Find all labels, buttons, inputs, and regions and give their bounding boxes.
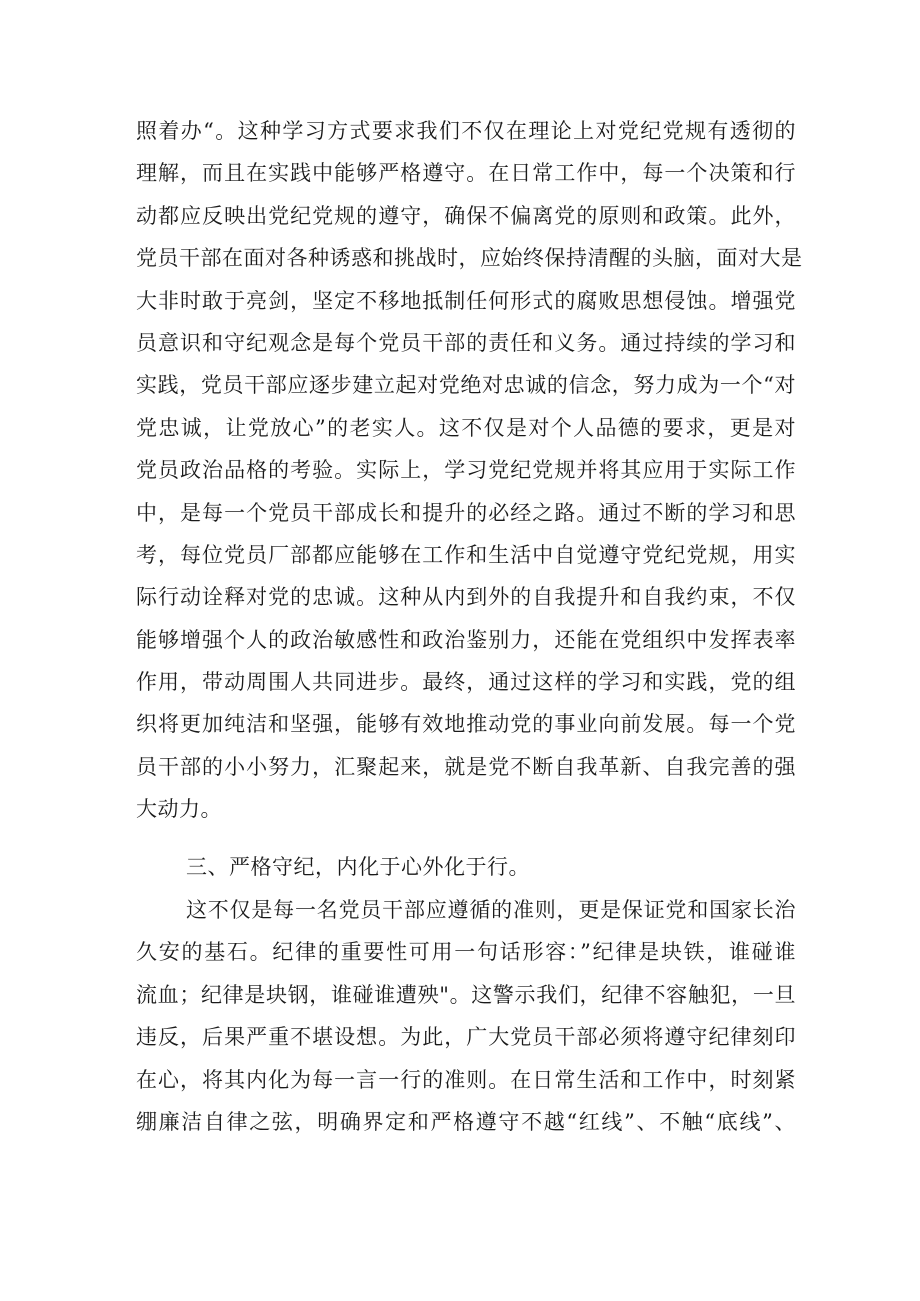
text-line: 大非时敢于亮剑，坚定不移地抵制任何形式的腐败思想侵蚀。增强党 bbox=[136, 288, 796, 313]
text-line: 织将更加纯洁和坚强，能够有效地推动党的事业向前发展。每一个党 bbox=[136, 712, 796, 737]
text-line: 违反，后果严重不堪设想。为此，广大党员干部必须将遵守纪律刻印 bbox=[136, 1025, 796, 1050]
text-line: 这不仅是每一名党员干部应遵循的准则，更是保证党和国家长治 bbox=[186, 898, 796, 922]
text-line: 员意识和守纪观念是每个党员干部的责任和义务。通过持续的学习和 bbox=[136, 330, 796, 355]
text-line: 员干部的小小努力，汇聚起来，就是党不断自我革新、自我完善的强 bbox=[136, 754, 796, 779]
text-line: 党忠诚，让党放心”的老实人。这不仅是对个人品德的要求，更是对 bbox=[136, 415, 796, 440]
text-line: 党员干部在面对各种诱惑和挑战时，应始终保持清醒的头脑，面对大是 bbox=[136, 246, 803, 271]
text-line: 动都应反映出党纪党规的遵守，确保不偏离党的原则和政策。此外， bbox=[136, 203, 796, 228]
body-paragraph-2 bbox=[136, 889, 796, 1143]
text-line: 能够增强个人的政治敏感性和政治鉴别力，还能在党组织中发挥表率 bbox=[136, 627, 796, 652]
text-line: 绷廉洁自律之弦，明确界定和严格遵守不越“红线”、不触“底线”、 bbox=[136, 1109, 796, 1134]
text-line: 考，每位党员厂部都应能够在工作和生活中自觉遵守党纪党规，用实 bbox=[136, 542, 796, 567]
text-line: 照着办“。这种学习方式要求我们不仅在理论上对党纪党规有透彻的 bbox=[136, 119, 796, 143]
text-line: 久安的基石。纪律的重要性可用一句话形容：”纪律是块铁，谁碰谁 bbox=[136, 940, 796, 965]
text-line: 实践，党员干部应逐步建立起对党绝对忠诚的信念，努力成为一个“对 bbox=[136, 373, 796, 398]
text-line: 流血；纪律是块钢，谁碰谁遭殃"。这警示我们，纪律不容触犯，一旦 bbox=[136, 982, 796, 1007]
text-line: 大动力。 bbox=[136, 797, 222, 822]
text-line: 作用，带动周围人共同进步。最终，通过这样的学习和实践，党的组 bbox=[136, 670, 796, 695]
text-line: 中，是每一个党员干部成长和提升的必经之路。通过不断的学习和思 bbox=[136, 500, 796, 525]
text-line: 理解，而且在实践中能够严格遵守。在日常工作中，每一个决策和行 bbox=[136, 161, 796, 186]
text-line: 际行动诠释对党的忠诚。这种从内到外的自我提升和自我约束，不仅 bbox=[136, 585, 796, 610]
text-line: 在心，将其内化为每一言一行的准则。在日常生活和工作中，时刻紧 bbox=[136, 1067, 796, 1092]
body-paragraph-1 bbox=[136, 110, 803, 831]
section-heading: 三、严格守纪，内化于心外化于行。 bbox=[186, 855, 530, 879]
text-line: 党员政治品格的考验。实际上，学习党纪党规并将其应用于实际工作 bbox=[136, 458, 796, 483]
